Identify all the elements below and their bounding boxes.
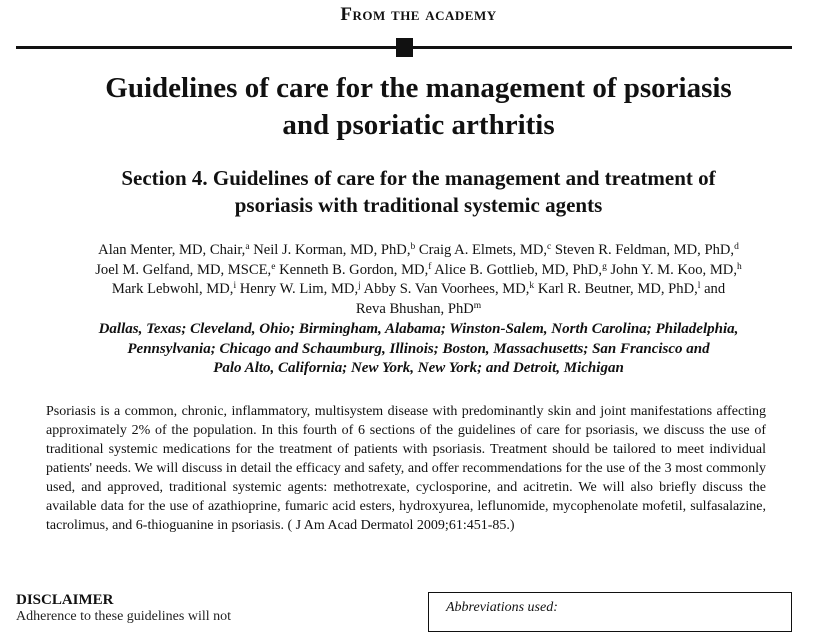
disclaimer-text: Adherence to these guidelines will not [16,609,231,624]
author: Mark Lebwohl, MD,$^i$ [111,281,237,297]
abbreviations-label: Abbreviations used: [446,600,558,615]
author-list [10,241,827,319]
author: Abby S. Van Voorhees, MD,$^k$ [363,281,535,297]
article-title [20,70,817,144]
article-title-line-2: and psoriatic arthritis [282,109,555,141]
section-title-line-2: psoriasis with traditional systemic agents [234,193,603,217]
section-title [20,165,817,219]
disclaimer-heading: DISCLAIMER [16,592,114,608]
author: Kenneth B. Gordon, MD,$^f$ [279,261,432,278]
author: Neil J. Korman, MD, PhD,$^b$ [253,242,416,258]
author: Joel M. Gelfand, MD, MSCE,$^e$ [95,261,276,278]
author: Steven R. Feldman, MD, PhD,$^d$ [554,242,739,258]
author: John Y. M. Koo, MD,$^h$ [610,261,742,278]
author: Craig A. Elmets, MD,$^c$ [418,242,552,258]
abbreviations-box [428,592,792,632]
affiliations-line-3: Palo Alto, California; New York, New York; and Detroit, Michigan [213,360,624,376]
header-rule-block [396,38,413,57]
author: Alice B. Gottlieb, MD, PhD,$^g$ [434,261,607,278]
affiliations-line-2: Pennsylvania; Chicago and Schaumburg, Illinois; Boston, Massachusetts; San Francisco and [127,340,710,357]
author-conjunction: and [704,281,726,297]
affiliations-line-1: Dallas, Texas; Cleveland, Ohio; Birmingham, Alabama; Winston-Salem, North Carolina; Philadelphia, [98,321,739,337]
article-title-line-1: Guidelines of care for the management of psoriasis [105,72,732,104]
section-title-line-1: Section 4. Guidelines of care for the management and treatment of [121,166,716,190]
abstract: Psoriasis is a common, chronic, inflammatory, multisystem disease with predominantly skin and joint manifestations affecting approximately 2% of the population. In this fourth of 6 sections of the guidelines of care for psoriasis, we discuss the use of traditional systemic medications for the treatment of patients with psoriasis. Treatment should be tailored to meet individual patients' needs. We will discuss in detail the efficacy and safety, and offer recommendations for the use of the 3 most commonly used, and approved, traditional systemic agents: methotrexate, cyclosporine, and acitretin. We will also briefly discuss the available data for the use of azathioprine, fumaric acid esters, hydroxyurea, leflunomide, mycophenolate mofetil, sulfasalazine, tacrolimus, and 6-thioguanine in psoriasis. ( J Am Acad Dermatol 2009;61:451-85.) [46,404,766,533]
section-kicker: From the academy [340,4,497,25]
author: Henry W. Lim, MD,$^j$ [239,281,361,297]
author: Reva Bhushan, PhD$^m$ [355,300,482,317]
affiliations [10,320,827,379]
author: Alan Menter, MD, Chair,$^a$ [98,242,250,258]
author: Karl R. Beutner, MD, PhD,$^l$ [537,281,701,297]
